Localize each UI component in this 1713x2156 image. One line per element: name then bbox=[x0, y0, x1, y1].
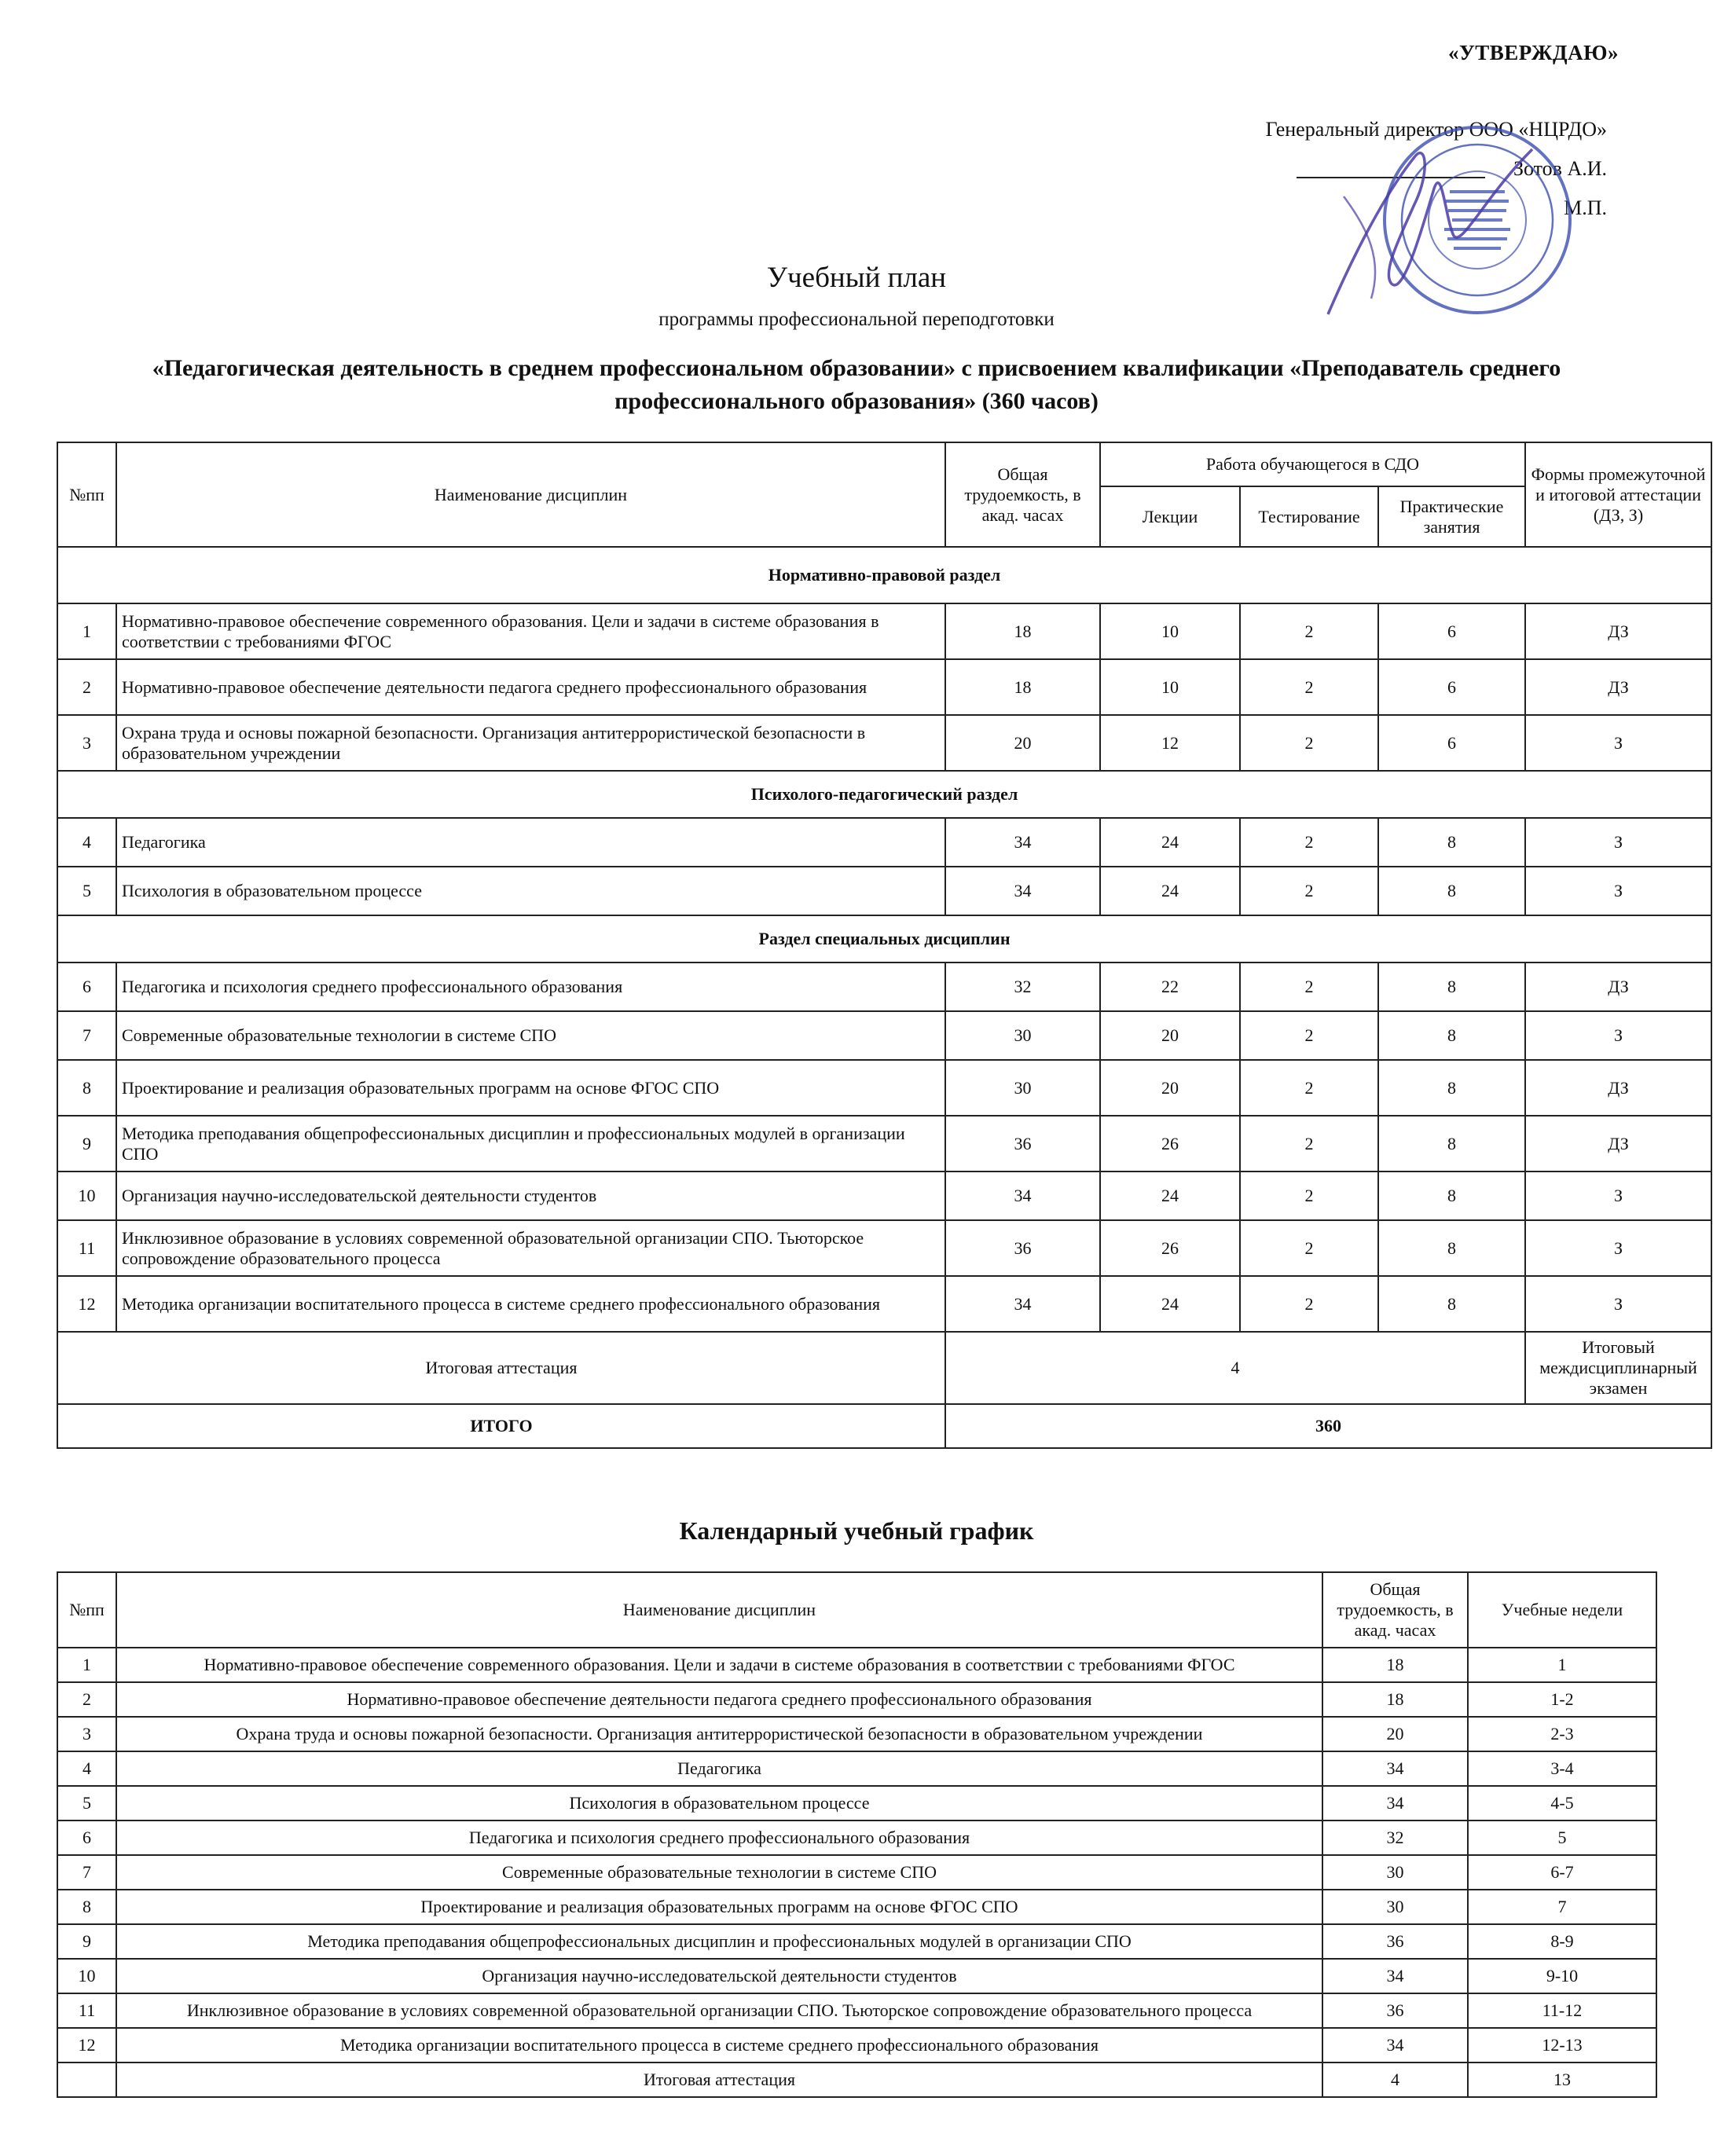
program-name: «Педагогическая деятельность в среднем профессиональном образовании» с присвоением квалификации «Преподаватель среднего профессионального образования» (360 часов) bbox=[152, 355, 1561, 414]
lecture-hours: 22 bbox=[1100, 962, 1240, 1011]
practice-hours: 8 bbox=[1378, 1220, 1525, 1276]
table-row bbox=[57, 1011, 1711, 1060]
row-num: 10 bbox=[57, 1172, 116, 1220]
attestation-form: ДЗ bbox=[1525, 1060, 1711, 1116]
calendar-row-num: 5 bbox=[57, 1786, 116, 1820]
calendar-row-num bbox=[57, 2062, 116, 2097]
practice-hours: 8 bbox=[1378, 1060, 1525, 1116]
total-hours: 20 bbox=[945, 715, 1100, 771]
calendar-total-hours: 34 bbox=[1322, 1786, 1468, 1820]
calendar-discipline-name: Инклюзивное образование в условиях современной образовательной организации СПО. Тьюторское сопровождение образовательного процесса bbox=[116, 1993, 1322, 2028]
discipline-name: Педагогика bbox=[116, 818, 945, 867]
total-hours: 34 bbox=[945, 867, 1100, 915]
calendar-row bbox=[57, 1648, 1656, 1682]
total-hours: 34 bbox=[945, 818, 1100, 867]
row-num: 2 bbox=[57, 659, 116, 715]
calendar-total-hours: 36 bbox=[1322, 1993, 1468, 2028]
table-row bbox=[57, 818, 1711, 867]
row-num: 11 bbox=[57, 1220, 116, 1276]
calendar-total-hours: 34 bbox=[1322, 2028, 1468, 2062]
table-row bbox=[57, 1116, 1711, 1172]
testing-hours: 2 bbox=[1240, 659, 1378, 715]
lecture-hours: 26 bbox=[1100, 1116, 1240, 1172]
total-hours: 30 bbox=[945, 1060, 1100, 1116]
calendar-discipline-name: Организация научно-исследовательской деятельности студентов bbox=[116, 1959, 1322, 1993]
table-row bbox=[57, 1220, 1711, 1276]
calendar-weeks: 5 bbox=[1468, 1820, 1656, 1855]
discipline-name: Психология в образовательном процессе bbox=[116, 867, 945, 915]
total-label: ИТОГО bbox=[57, 1404, 945, 1448]
calendar-discipline-name: Охрана труда и основы пожарной безопасности. Организация антитеррористической безопасности в образовательном учреждении bbox=[116, 1717, 1322, 1751]
lecture-hours: 20 bbox=[1100, 1011, 1240, 1060]
cal-header-total: Общая трудоемкость, в акад. часах bbox=[1322, 1572, 1468, 1648]
final-attestation-label: Итоговая аттестация bbox=[57, 1332, 945, 1404]
calendar-row bbox=[57, 1682, 1656, 1717]
attestation-form: ДЗ bbox=[1525, 962, 1711, 1011]
lecture-hours: 24 bbox=[1100, 818, 1240, 867]
calendar-row bbox=[57, 1820, 1656, 1855]
document-title: Учебный план bbox=[766, 262, 947, 294]
practice-hours: 8 bbox=[1378, 962, 1525, 1011]
row-num: 12 bbox=[57, 1276, 116, 1332]
header-forms: Формы промежуточной и итоговой аттестации (ДЗ, З) bbox=[1525, 442, 1711, 547]
calendar-row bbox=[57, 2062, 1656, 2097]
section-row bbox=[57, 915, 1711, 962]
calendar-discipline-name: Педагогика и психология среднего профессионального образования bbox=[116, 1820, 1322, 1855]
director-name: Зотов А.И. bbox=[1513, 157, 1607, 180]
calendar-weeks: 2-3 bbox=[1468, 1717, 1656, 1751]
testing-hours: 2 bbox=[1240, 818, 1378, 867]
lecture-hours: 10 bbox=[1100, 603, 1240, 659]
calendar-row bbox=[57, 1786, 1656, 1820]
attestation-form: З bbox=[1525, 867, 1711, 915]
calendar-weeks: 11-12 bbox=[1468, 1993, 1656, 2028]
discipline-name: Нормативно-правовое обеспечение деятельности педагога среднего профессионального образования bbox=[116, 659, 945, 715]
table-row bbox=[57, 715, 1711, 771]
calendar-discipline-name: Современные образовательные технологии в системе СПО bbox=[116, 1855, 1322, 1890]
calendar-row-num: 8 bbox=[57, 1890, 116, 1924]
calendar-row-num: 1 bbox=[57, 1648, 116, 1682]
header-total: Общая трудоемкость, в акад. часах bbox=[945, 442, 1100, 547]
discipline-name: Инклюзивное образование в условиях современной образовательной организации СПО. Тьюторское сопровождение образовательного процесса bbox=[116, 1220, 945, 1276]
discipline-name: Современные образовательные технологии в системе СПО bbox=[116, 1011, 945, 1060]
header-num: №пп bbox=[57, 442, 116, 547]
calendar-row-num: 12 bbox=[57, 2028, 116, 2062]
calendar-total-hours: 30 bbox=[1322, 1890, 1468, 1924]
row-num: 4 bbox=[57, 818, 116, 867]
practice-hours: 8 bbox=[1378, 867, 1525, 915]
testing-hours: 2 bbox=[1240, 1276, 1378, 1332]
calendar-row-num: 7 bbox=[57, 1855, 116, 1890]
row-num: 6 bbox=[57, 962, 116, 1011]
attestation-form: З bbox=[1525, 1220, 1711, 1276]
calendar-row bbox=[57, 1924, 1656, 1959]
final-attestation-row bbox=[57, 1332, 1711, 1404]
calendar-total-hours: 36 bbox=[1322, 1924, 1468, 1959]
calendar-row bbox=[57, 1855, 1656, 1890]
total-row bbox=[57, 1404, 1711, 1448]
cal-header-name: Наименование дисциплин bbox=[116, 1572, 1322, 1648]
calendar-total-hours: 34 bbox=[1322, 1751, 1468, 1786]
table-row bbox=[57, 1172, 1711, 1220]
calendar-total-hours: 20 bbox=[1322, 1717, 1468, 1751]
lecture-hours: 24 bbox=[1100, 1172, 1240, 1220]
total-hours: 36 bbox=[945, 1116, 1100, 1172]
director-position: Генеральный директор ООО «НЦРДО» bbox=[1265, 118, 1607, 141]
calendar-total-hours: 4 bbox=[1322, 2062, 1468, 2097]
stamp-seal-icon bbox=[1297, 102, 1611, 338]
attestation-form: З bbox=[1525, 1172, 1711, 1220]
testing-hours: 2 bbox=[1240, 867, 1378, 915]
practice-hours: 8 bbox=[1378, 818, 1525, 867]
calendar-discipline-name: Методика организации воспитательного процесса в системе среднего профессионального образования bbox=[116, 2028, 1322, 2062]
calendar-row-num: 9 bbox=[57, 1924, 116, 1959]
calendar-discipline-name: Методика преподавания общепрофессиональных дисциплин и профессиональных модулей в организации СПО bbox=[116, 1924, 1322, 1959]
attestation-form: ДЗ bbox=[1525, 1116, 1711, 1172]
calendar-weeks: 9-10 bbox=[1468, 1959, 1656, 1993]
testing-hours: 2 bbox=[1240, 1116, 1378, 1172]
calendar-table bbox=[57, 1571, 1657, 2098]
calendar-title: Календарный учебный график bbox=[679, 1516, 1034, 1545]
calendar-discipline-name: Педагогика bbox=[116, 1751, 1322, 1786]
table-row bbox=[57, 1060, 1711, 1116]
section-title: Нормативно-правовой раздел bbox=[57, 547, 1711, 603]
header-practice: Практические занятия bbox=[1378, 486, 1525, 547]
practice-hours: 8 bbox=[1378, 1116, 1525, 1172]
calendar-row-num: 4 bbox=[57, 1751, 116, 1786]
attestation-form: З bbox=[1525, 1276, 1711, 1332]
row-num: 5 bbox=[57, 867, 116, 915]
header-work: Работа обучающегося в СДО bbox=[1100, 442, 1525, 486]
calendar-discipline-name: Нормативно-правовое обеспечение современного образования. Цели и задачи в системе образования в соответствии с требованиями ФГОС bbox=[116, 1648, 1322, 1682]
lecture-hours: 24 bbox=[1100, 1276, 1240, 1332]
lecture-hours: 12 bbox=[1100, 715, 1240, 771]
calendar-row-num: 3 bbox=[57, 1717, 116, 1751]
attestation-form: З bbox=[1525, 715, 1711, 771]
row-num: 3 bbox=[57, 715, 116, 771]
attestation-form: ДЗ bbox=[1525, 659, 1711, 715]
calendar-discipline-name: Проектирование и реализация образовательных программ на основе ФГОС СПО bbox=[116, 1890, 1322, 1924]
testing-hours: 2 bbox=[1240, 962, 1378, 1011]
testing-hours: 2 bbox=[1240, 1172, 1378, 1220]
lecture-hours: 24 bbox=[1100, 867, 1240, 915]
testing-hours: 2 bbox=[1240, 603, 1378, 659]
seal-place-label: М.П. bbox=[1564, 196, 1607, 219]
calendar-row bbox=[57, 1959, 1656, 1993]
row-num: 7 bbox=[57, 1011, 116, 1060]
attestation-form: ДЗ bbox=[1525, 603, 1711, 659]
total-hours: 30 bbox=[945, 1011, 1100, 1060]
calendar-weeks: 12-13 bbox=[1468, 2028, 1656, 2062]
practice-hours: 6 bbox=[1378, 603, 1525, 659]
section-title: Раздел специальных дисциплин bbox=[57, 915, 1711, 962]
cal-header-num: №пп bbox=[57, 1572, 116, 1648]
lecture-hours: 26 bbox=[1100, 1220, 1240, 1276]
cal-header-weeks: Учебные недели bbox=[1468, 1572, 1656, 1648]
discipline-name: Педагогика и психология среднего профессионального образования bbox=[116, 962, 945, 1011]
calendar-row bbox=[57, 1993, 1656, 2028]
calendar-weeks: 13 bbox=[1468, 2062, 1656, 2097]
calendar-weeks: 1 bbox=[1468, 1648, 1656, 1682]
calendar-row bbox=[57, 2028, 1656, 2062]
practice-hours: 8 bbox=[1378, 1276, 1525, 1332]
calendar-row-num: 10 bbox=[57, 1959, 116, 1993]
calendar-row bbox=[57, 1751, 1656, 1786]
header-name: Наименование дисциплин bbox=[116, 442, 945, 547]
table-row bbox=[57, 659, 1711, 715]
calendar-discipline-name: Итоговая аттестация bbox=[116, 2062, 1322, 2097]
final-attestation-hours: 4 bbox=[945, 1332, 1525, 1404]
discipline-name: Организация научно-исследовательской деятельности студентов bbox=[116, 1172, 945, 1220]
testing-hours: 2 bbox=[1240, 1220, 1378, 1276]
total-hours: 18 bbox=[945, 659, 1100, 715]
section-row bbox=[57, 547, 1711, 603]
calendar-total-hours: 18 bbox=[1322, 1682, 1468, 1717]
discipline-name: Методика преподавания общепрофессиональных дисциплин и профессиональных модулей в организации СПО bbox=[116, 1116, 945, 1172]
calendar-discipline-name: Нормативно-правовое обеспечение деятельности педагога среднего профессионального образования bbox=[116, 1682, 1322, 1717]
row-num: 8 bbox=[57, 1060, 116, 1116]
testing-hours: 2 bbox=[1240, 1011, 1378, 1060]
practice-hours: 8 bbox=[1378, 1011, 1525, 1060]
discipline-name: Нормативно-правовое обеспечение современного образования. Цели и задачи в системе образования в соответствии с требованиями ФГОС bbox=[116, 603, 945, 659]
attestation-form: З bbox=[1525, 818, 1711, 867]
final-attestation-form: Итоговый междисциплинарный экзамен bbox=[1525, 1332, 1711, 1404]
calendar-row-num: 6 bbox=[57, 1820, 116, 1855]
testing-hours: 2 bbox=[1240, 715, 1378, 771]
calendar-discipline-name: Психология в образовательном процессе bbox=[116, 1786, 1322, 1820]
total-hours: 34 bbox=[945, 1276, 1100, 1332]
section-title: Психолого-педагогический раздел bbox=[57, 771, 1711, 818]
calendar-row-num: 2 bbox=[57, 1682, 116, 1717]
discipline-name: Проектирование и реализация образовательных программ на основе ФГОС СПО bbox=[116, 1060, 945, 1116]
calendar-weeks: 6-7 bbox=[1468, 1855, 1656, 1890]
total-hours: 36 bbox=[945, 1220, 1100, 1276]
attestation-form: З bbox=[1525, 1011, 1711, 1060]
calendar-weeks: 4-5 bbox=[1468, 1786, 1656, 1820]
calendar-total-hours: 32 bbox=[1322, 1820, 1468, 1855]
table-row bbox=[57, 962, 1711, 1011]
calendar-row-num: 11 bbox=[57, 1993, 116, 2028]
practice-hours: 6 bbox=[1378, 715, 1525, 771]
row-num: 9 bbox=[57, 1116, 116, 1172]
row-num: 1 bbox=[57, 603, 116, 659]
calendar-row bbox=[57, 1890, 1656, 1924]
calendar-weeks: 7 bbox=[1468, 1890, 1656, 1924]
calendar-weeks: 3-4 bbox=[1468, 1751, 1656, 1786]
calendar-weeks: 1-2 bbox=[1468, 1682, 1656, 1717]
header-testing: Тестирование bbox=[1240, 486, 1378, 547]
table-row bbox=[57, 867, 1711, 915]
calendar-total-hours: 34 bbox=[1322, 1959, 1468, 1993]
total-hours: 32 bbox=[945, 962, 1100, 1011]
document-subtitle: программы профессиональной переподготовки bbox=[658, 309, 1055, 330]
discipline-name: Охрана труда и основы пожарной безопасности. Организация антитеррористической безопасности в образовательном учреждении bbox=[116, 715, 945, 771]
table-row bbox=[57, 603, 1711, 659]
practice-hours: 8 bbox=[1378, 1172, 1525, 1220]
practice-hours: 6 bbox=[1378, 659, 1525, 715]
discipline-name: Методика организации воспитательного процесса в системе среднего профессионального образования bbox=[116, 1276, 945, 1332]
calendar-weeks: 8-9 bbox=[1468, 1924, 1656, 1959]
testing-hours: 2 bbox=[1240, 1060, 1378, 1116]
table-row bbox=[57, 1276, 1711, 1332]
calendar-row bbox=[57, 1717, 1656, 1751]
lecture-hours: 10 bbox=[1100, 659, 1240, 715]
lecture-hours: 20 bbox=[1100, 1060, 1240, 1116]
calendar-total-hours: 30 bbox=[1322, 1855, 1468, 1890]
section-row bbox=[57, 771, 1711, 818]
total-hours-sum: 360 bbox=[945, 1404, 1711, 1448]
curriculum-table bbox=[57, 442, 1712, 1449]
total-hours: 34 bbox=[945, 1172, 1100, 1220]
total-hours: 18 bbox=[945, 603, 1100, 659]
header-lectures: Лекции bbox=[1100, 486, 1240, 547]
approval-heading: «УТВЕРЖДАЮ» bbox=[1447, 41, 1619, 64]
calendar-total-hours: 18 bbox=[1322, 1648, 1468, 1682]
